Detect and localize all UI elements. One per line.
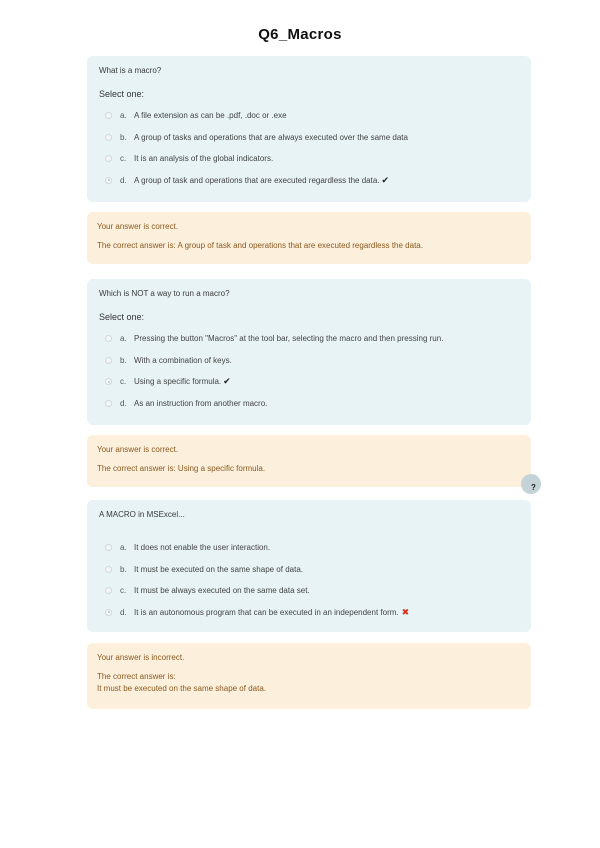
- option-a[interactable]: [99, 328, 519, 350]
- question-text: Which is NOT a way to run a macro?: [99, 289, 230, 298]
- radio-button[interactable]: [105, 335, 112, 342]
- option-d[interactable]: [99, 393, 519, 415]
- radio-button[interactable]: [105, 357, 112, 364]
- radio-button[interactable]: [105, 400, 112, 407]
- option-text: As an instruction from another macro.: [134, 398, 268, 408]
- option-b[interactable]: [99, 127, 519, 149]
- radio-button[interactable]: [105, 566, 112, 573]
- correct-answer-text: The correct answer is: A group of task and operations that are executed regardless the data.: [97, 241, 423, 250]
- checkmark-icon: ✔: [381, 174, 390, 185]
- page-title: Q6_Macros: [258, 26, 342, 43]
- checkmark-icon: ✔: [223, 376, 231, 387]
- cross-icon: ✖: [401, 606, 410, 617]
- radio-button-selected[interactable]: [105, 609, 112, 616]
- option-letter: b.: [120, 132, 127, 142]
- option-b[interactable]: [99, 350, 519, 372]
- radio-button-selected[interactable]: [105, 378, 112, 385]
- option-letter: d.: [120, 398, 127, 408]
- question-card-1: [87, 56, 531, 202]
- select-one-label: Select one:: [99, 89, 145, 99]
- radio-button-selected[interactable]: [105, 177, 112, 184]
- feedback-status: Your answer is correct.: [97, 222, 179, 231]
- radio-button[interactable]: [105, 134, 112, 141]
- option-text: Pressing the button "Macros" at the tool bar, selecting the macro and then pressing run.: [134, 334, 444, 344]
- option-d[interactable]: [99, 170, 519, 192]
- option-letter: c.: [120, 154, 127, 164]
- option-text: Using a specific formula.: [134, 377, 222, 387]
- option-c[interactable]: [99, 148, 519, 170]
- radio-button[interactable]: [105, 587, 112, 594]
- feedback-status: Your answer is incorrect.: [97, 653, 185, 662]
- option-text: A file extension as can be .pdf, .doc or .exe: [134, 111, 287, 121]
- option-text: With a combination of keys.: [134, 355, 232, 365]
- option-b[interactable]: [99, 559, 519, 581]
- feedback-status: Your answer is correct.: [97, 445, 179, 454]
- correct-answer-text: It must be executed on the same shape of data.: [97, 684, 266, 693]
- radio-button[interactable]: [105, 112, 112, 119]
- option-text: It must be executed on the same shape of data.: [134, 564, 303, 574]
- option-text: It does not enable the user interaction.: [134, 543, 271, 553]
- option-letter: d.: [120, 607, 127, 617]
- feedback-card-1: [87, 212, 531, 264]
- feedback-card-2: [87, 435, 531, 487]
- option-letter: d.: [120, 175, 127, 185]
- option-letter: b.: [120, 355, 127, 365]
- correct-answer-text: The correct answer is: Using a specific formula.: [97, 464, 266, 473]
- option-text: It must be always executed on the same data set.: [134, 586, 310, 596]
- question-text: A MACRO in MSExcel...: [99, 510, 185, 519]
- option-c[interactable]: [99, 580, 519, 602]
- radio-button[interactable]: [105, 155, 112, 162]
- option-letter: a.: [120, 334, 127, 344]
- option-letter: c.: [120, 586, 127, 596]
- option-letter: a.: [120, 111, 127, 121]
- option-text: A group of task and operations that are executed regardless the data.: [134, 175, 380, 185]
- option-d[interactable]: [99, 602, 519, 624]
- correct-answer-label: The correct answer is:: [97, 672, 176, 681]
- option-text: It is an autonomous program that can be executed in an independent form.: [134, 607, 399, 617]
- question-card-3: [87, 500, 531, 632]
- feedback-card-3: [87, 643, 531, 709]
- option-a[interactable]: [99, 105, 519, 127]
- option-a[interactable]: [99, 537, 519, 559]
- option-letter: b.: [120, 564, 127, 574]
- option-letter: a.: [120, 543, 127, 553]
- option-letter: c.: [120, 377, 127, 387]
- question-text: What is a macro?: [99, 66, 162, 75]
- radio-button[interactable]: [105, 544, 112, 551]
- option-text: A group of tasks and operations that are always executed over the same data: [134, 132, 408, 142]
- option-text: It is an analysis of the global indicators.: [134, 154, 274, 164]
- select-one-label: Select one:: [99, 312, 145, 322]
- question-card-2: [87, 279, 531, 425]
- question-mark-icon: ?: [531, 483, 536, 492]
- option-c[interactable]: [99, 371, 519, 393]
- help-button[interactable]: [521, 474, 541, 494]
